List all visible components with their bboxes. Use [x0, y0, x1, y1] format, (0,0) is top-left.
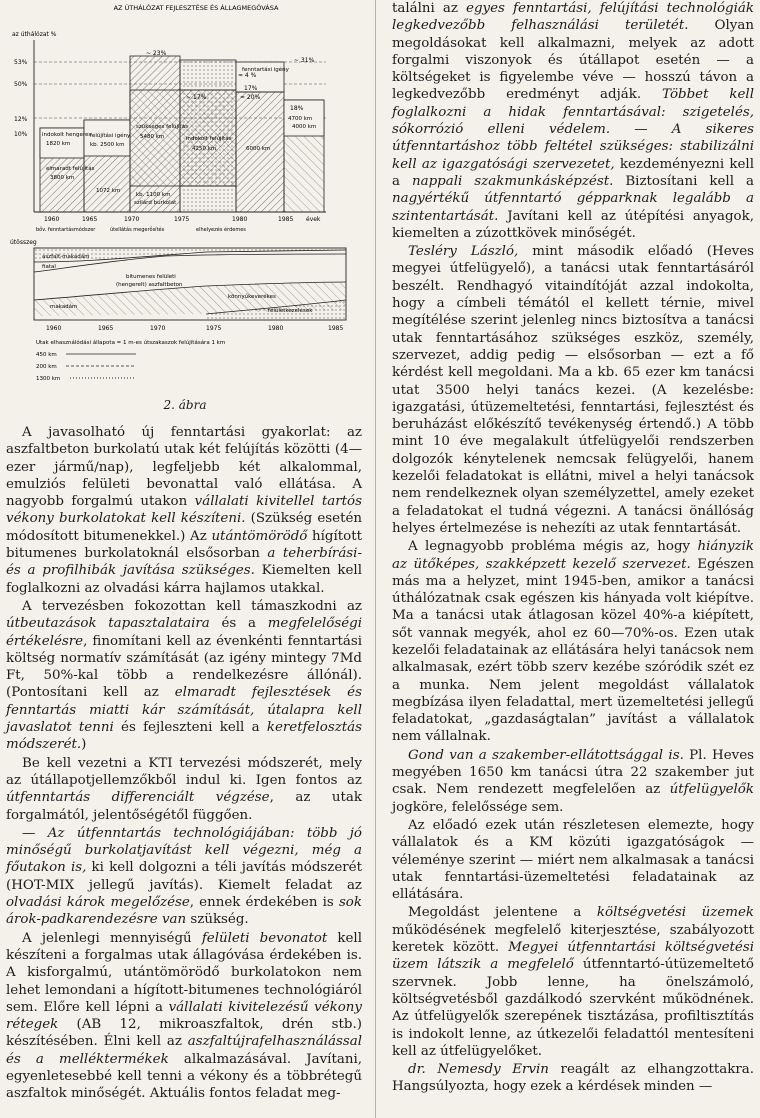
emphasis-text: megfelelőségi értékelésre — [6, 616, 362, 649]
text-run: Olyan megoldásokat kell alkalmazni, melyek az adott forgalmi viszonyok és útállapot esetén — a költségeket is figyelembe véve — hosszú távon a legkedvezőbb eredményt adják. — [392, 18, 754, 103]
emphasis-text: Gond van a szakember-ellátottsággal is. — [408, 747, 684, 763]
text-run: (AB 12, mikroaszfaltok, drén stb.) készítésében. Élni kell az — [6, 1017, 362, 1050]
left-note: 1820 km — [46, 141, 71, 147]
segment-label: 17% — [244, 85, 258, 92]
emphasis-text: elmaradt fejlesztések és fenntartás miatti kár számítását, útalapra kell javaslatot tenni — [6, 685, 362, 736]
text-run: működésének megfelelő kiterjesztése, szabályozott keretek között. — [392, 922, 754, 956]
text-run: mint második előadó (Heves megyei útfelügyelő), a tanácsi utak fenntartásáról beszélt. Rendhagyó vitaindítóját azzal indokolta, hogy a címbeli témától el kellett térnie, mivel megítélése szerint jelenleg nincs biztosítva a tanácsi utak fenntartásához szükséges eszköz, személy, szervezet, addig pedig — elsősorban — ezt a fő kérdést kell megoldani. Ma a kb. 65 ezer km tanácsi utat 3500 helyi tanács kezei. (A kezelésbe: igazgatási, útüzemeltetési, fenntartási, fejlesztést és beruházást előkészítő tevékenység értendő.) A több mint 10 éve megalakult útfelügyelői rendszerben dolgozók kénytelenek nemcsak felügyelői, hanem kezelői feladatokat is ellátni, mivel a helyi tanácsok nem rendelkeznek olyan személyzettel, amely ezeket a feladatokat el tudná végezni. A tanácsi önállóság helyes értelmezése is nehezíti az utak fenntartását. — [392, 244, 754, 536]
figure-caption: 2. ábra — [163, 398, 207, 412]
legend-entry: Utak elhasználódási állapota = 1 m-es útszakaszok felújítására 1 km — [36, 340, 226, 346]
segment-label: ~ 17% — [186, 94, 207, 101]
paragraph — [392, 904, 754, 1060]
emphasis-text: nappali szakmunkásképzést. — [412, 173, 614, 189]
area-label: indokolt felújítás — [186, 136, 232, 142]
region-label: aszfalt-makadám — [42, 254, 90, 260]
area-label: elmaradt felújítás — [46, 166, 95, 172]
segment-label: ≈ 4 % — [238, 72, 257, 79]
area-value: kb. 2500 km — [90, 142, 125, 148]
paragraph — [6, 755, 362, 824]
column-divider — [375, 0, 376, 1118]
top-x-tick: 1980 — [232, 216, 248, 223]
text-run: jogköre, felelőssége sem. — [392, 799, 564, 815]
text-run: útfenntartó-útüzemeltető szervnek. Jobb lenne, ha önelszámoló, költségvetésből gazdálkodó szervként működnének. Az útfelügyelők szerepének tisztázása, profiltisztítás is indokolt lenne, az útkezelői feladattól mentesíteni kell az útfelügyelőket. — [392, 957, 754, 1059]
emphasis-text: felületi bevonatot — [201, 930, 328, 946]
emphasis-text: nagyértékű útfenntartó gépparknak legalább a szintentartását. — [392, 191, 754, 224]
bottom-y-label: útösszeg — [10, 239, 37, 246]
paragraph — [6, 825, 362, 929]
top-y-tick: 53% — [14, 59, 28, 66]
area-value: 4250 km — [192, 146, 217, 152]
text-run: reagált az elhangzottakra. Hangsúlyozta, hogy ezek a kérdések minden — — [392, 1062, 754, 1095]
area-block — [236, 92, 284, 212]
bottom-x-tick: 1980 — [268, 325, 284, 332]
region-label: bitumenes felületi — [126, 274, 176, 280]
legend-entry: 200 km — [36, 364, 57, 370]
paragraph — [392, 1061, 754, 1096]
segment-label: ~ 23% — [146, 50, 167, 57]
region-label: makadám — [50, 304, 78, 310]
paragraph — [392, 0, 754, 242]
region-label: felületkezelések — [268, 308, 313, 314]
right-body-text — [392, 0, 754, 1097]
text-run: Biztosítani kell a — [613, 173, 754, 189]
emphasis-text: — Az útfenntartás technológiájában: több jó minőségű burkolatjavítást kell végezni, még a főutakon is, — [6, 825, 362, 876]
text-run: találni az — [392, 1, 467, 16]
top-footnote: útellátás megerősítés — [110, 227, 165, 233]
area-label: szükséges felújítás — [136, 124, 188, 130]
top-x-tick: 1960 — [44, 216, 60, 223]
paragraph — [6, 598, 362, 754]
text-run: , ennek érdekében is — [189, 895, 339, 911]
left-body-text — [6, 424, 362, 1104]
emphasis-text: vállalati kivitellel tartós vékony burkolatokat kell készíteni. — [6, 494, 362, 527]
top-footnote: bőv. fenntartásmódszer — [36, 227, 96, 233]
area-value: 4700 km — [288, 116, 313, 122]
text-run: Az előadó ezek után részletesen elemezte, hogy vállalatok és a KM közúti igazgatóságok — véleménye szerint — miért nem alkalmasak a tanácsi utak fenntartási-üzemeltetési feladatainak az ellátására. — [392, 817, 754, 903]
segment-label: 18% — [290, 105, 304, 112]
text-run: kezdeményezni kell a — [392, 156, 754, 189]
area-label: fenntartási igény — [242, 67, 289, 73]
emphasis-text: dr. Nemesdy Ervin — [408, 1062, 549, 1078]
emphasis-text: útfenntartás differenciált végzése — [6, 790, 270, 806]
text-run: , finomítani kell az évenkénti fenntartási költség normatív számítását (az igény mintegy 7Md Ft, 50%-kal több a rendelkezésre állónál). (Pontosítani kell az — [6, 633, 362, 701]
emphasis-text: olvadási károk megelőzése — [6, 895, 190, 911]
region-label: könnyűkeverékes — [228, 294, 276, 300]
emphasis-text: Tesléry László, — [408, 244, 519, 260]
region-label: (hengerelt) aszfaltbeton — [116, 282, 183, 288]
text-run: A legnagyobb probléma mégis az, hogy — [408, 539, 698, 555]
top-y-tick: 12% — [14, 116, 28, 123]
text-run: ki kell dolgozni a téli javítás módszerét (HOT-MIX jellegű javítás). Kiemelt feladat az — [6, 860, 362, 893]
text-run: A jelenlegi mennyiségű — [22, 930, 202, 946]
text-run: Be kell vezetni a KTI tervezési módszerét, mely az útállapotjellemzőkből indul ki. Igen fontos az — [6, 755, 362, 788]
paragraph — [6, 930, 362, 1103]
paragraph — [392, 243, 754, 537]
text-run: A javasolható új fenntartási gyakorlat: az aszfaltbeton burkolatú utak két felújítás közötti (4— ezer jármű/nap), legfeljebb két alkalommal, emulziós felületi bevonattal való ellátása. A nagyobb forgalmú utakon — [6, 425, 362, 510]
emphasis-text: aszfaltújrafelhasználással és a melléktermékek — [6, 1034, 362, 1067]
top-footnote: elhelyezés érdemes — [196, 227, 246, 233]
top-x-tick: 1965 — [82, 216, 98, 223]
emphasis-text: Többet kell foglalkozni a hidak fenntartásával: szigetelés, sókorrózió elleni védelem. — A sikeres útfenntartáshoz több feltétel szükséges: stabilizálni kell az igazgatósági szervezetet, — [392, 87, 754, 172]
emphasis-text: útbeutazások tapasztalataira — [6, 616, 210, 632]
bottom-x-tick: 1960 — [46, 325, 62, 332]
area-value: 6000 km — [246, 146, 271, 152]
text-run: , az utak forgalmától, jelentőségétől függően. — [6, 790, 362, 823]
area-value: 3800 km — [50, 175, 75, 181]
segment-label: ≈ 20% — [240, 94, 261, 101]
text-run: A tervezésben fokozottan kell támaszkodni az — [22, 598, 362, 614]
text-run: Pl. Heves megyében 1650 km tanácsi útra 22 szakember jut csak. Nem rendezett megfelelően az — [392, 747, 755, 798]
top-x-tick: 1985 — [278, 216, 294, 223]
figure-2 — [6, 0, 364, 412]
top-x-tick: évek — [306, 216, 321, 223]
emphasis-text: Megyei útfenntartási költségvetési üzem látszik a megfelelő — [392, 940, 754, 973]
area-value: 5480 km — [140, 134, 165, 140]
top-x-tick: 1975 — [174, 216, 190, 223]
left-note: indokolt hengeres — [42, 132, 92, 138]
left-note: szilárd burkolat — [134, 200, 177, 206]
area-value: 1072 km — [96, 188, 121, 194]
paragraph — [392, 817, 754, 903]
text-run: és fejleszteni kell a — [113, 720, 267, 736]
legend-entry: 1300 km — [36, 376, 61, 382]
emphasis-text: a teherbírási- és a profilhibák javítása szükséges. — [6, 546, 362, 579]
top-y-label: az úthálózat % — [12, 31, 57, 38]
emphasis-text: útfelügyelők — [669, 782, 754, 798]
text-run: kell készíteni a forgalmas utak állagóvása érdekében is. A kisforgalmú, utántömörödő burkolatokon nem lehet lemondani a hígított-bitumenes technológiáról sem. Előre kell lépni a — [6, 930, 362, 1015]
figure-drawing — [6, 0, 362, 390]
text-run: alkalmazásával. Javítani, egyenletesebbé kell tenni a vékony és a többrétegű aszfaltok minőségét. Aktuális fontos feladat meg- — [6, 1051, 362, 1102]
text-run: (Szükség esetén módosított bitumenekkel.) Az — [6, 511, 362, 544]
area-value: 4000 km — [292, 124, 317, 130]
top-y-tick: 10% — [14, 131, 28, 138]
emphasis-text: keretfelosztás módszerét. — [6, 720, 362, 753]
emphasis-text: utántömörödő — [211, 528, 308, 544]
emphasis-text: hiányzik az ütőképes, szakképzett kezelő szervezet. — [392, 539, 754, 572]
text-run: és a — [209, 616, 268, 632]
emphasis-text: sok árok-padkarendezésre van — [6, 895, 362, 928]
paragraph — [392, 538, 754, 746]
bottom-x-tick: 1970 — [150, 325, 166, 332]
bottom-x-tick: 1985 — [328, 325, 344, 332]
text-run: Kiemelten kell foglalkozni az olvadási kárra hajlamos utakkal. — [6, 563, 362, 596]
bottom-x-tick: 1965 — [98, 325, 114, 332]
text-run: Javítani kell az útépítési anyagok, kiemelten a zúzottkövek minőségét. — [392, 208, 754, 241]
text-run: ) — [81, 737, 87, 753]
segment-label: ~ 31% — [294, 57, 315, 64]
left-column — [0, 0, 368, 1102]
top-x-tick: 1970 — [124, 216, 140, 223]
text-run: Megoldást jelentene a — [408, 905, 597, 921]
region-label: fiatal — [42, 264, 56, 270]
emphasis-text: egyes fenntartási, felújítási technológiák legkedvezőbb felhasználási területét. — [392, 1, 754, 34]
text-run: hígított bitumenes burkolatoknál elsősorban — [6, 528, 362, 562]
area-label: felújítási igény — [90, 133, 131, 139]
text-run: Egészen más ma a helyzet, mint 1945-ben, amikor a tanácsi úthálózatnak csak egészen kis hányada volt kiépítve. Ma a tanácsi utak átlagosan közel 40%-a kiépített, sőt vannak megyék, ahol ez 60—70%-os. Ezen utak kezelői feladatainak az ellátására helyi tanácsok nem alkalmasak, ezért több szerv kezébe szóródik szét ez a munka. Nem jelent megoldást vállalatok megbízása ilyen feladattal, mert üzemeltetési jellegű feladatokat, „gazdaságtalan” javítást a vállalatok nem vállalnak. — [392, 556, 754, 745]
bottom-x-tick: 1975 — [206, 325, 222, 332]
paragraph — [392, 747, 754, 816]
top-y-tick: 50% — [14, 81, 28, 88]
legend-entry: 450 km — [36, 352, 57, 358]
text-run: szükség. — [186, 912, 249, 928]
figure-title: AZ ÚTHÁLÓZAT FEJLESZTÉSE ÉS ÁLLAGMEGÓVÁSA — [113, 4, 279, 12]
emphasis-text: költségvetési üzemek — [596, 905, 755, 921]
left-note: kb. 1100 km — [136, 192, 171, 198]
paragraph — [6, 424, 362, 597]
emphasis-text: vállalati kivitelezésű vékony rétegek — [6, 999, 362, 1033]
